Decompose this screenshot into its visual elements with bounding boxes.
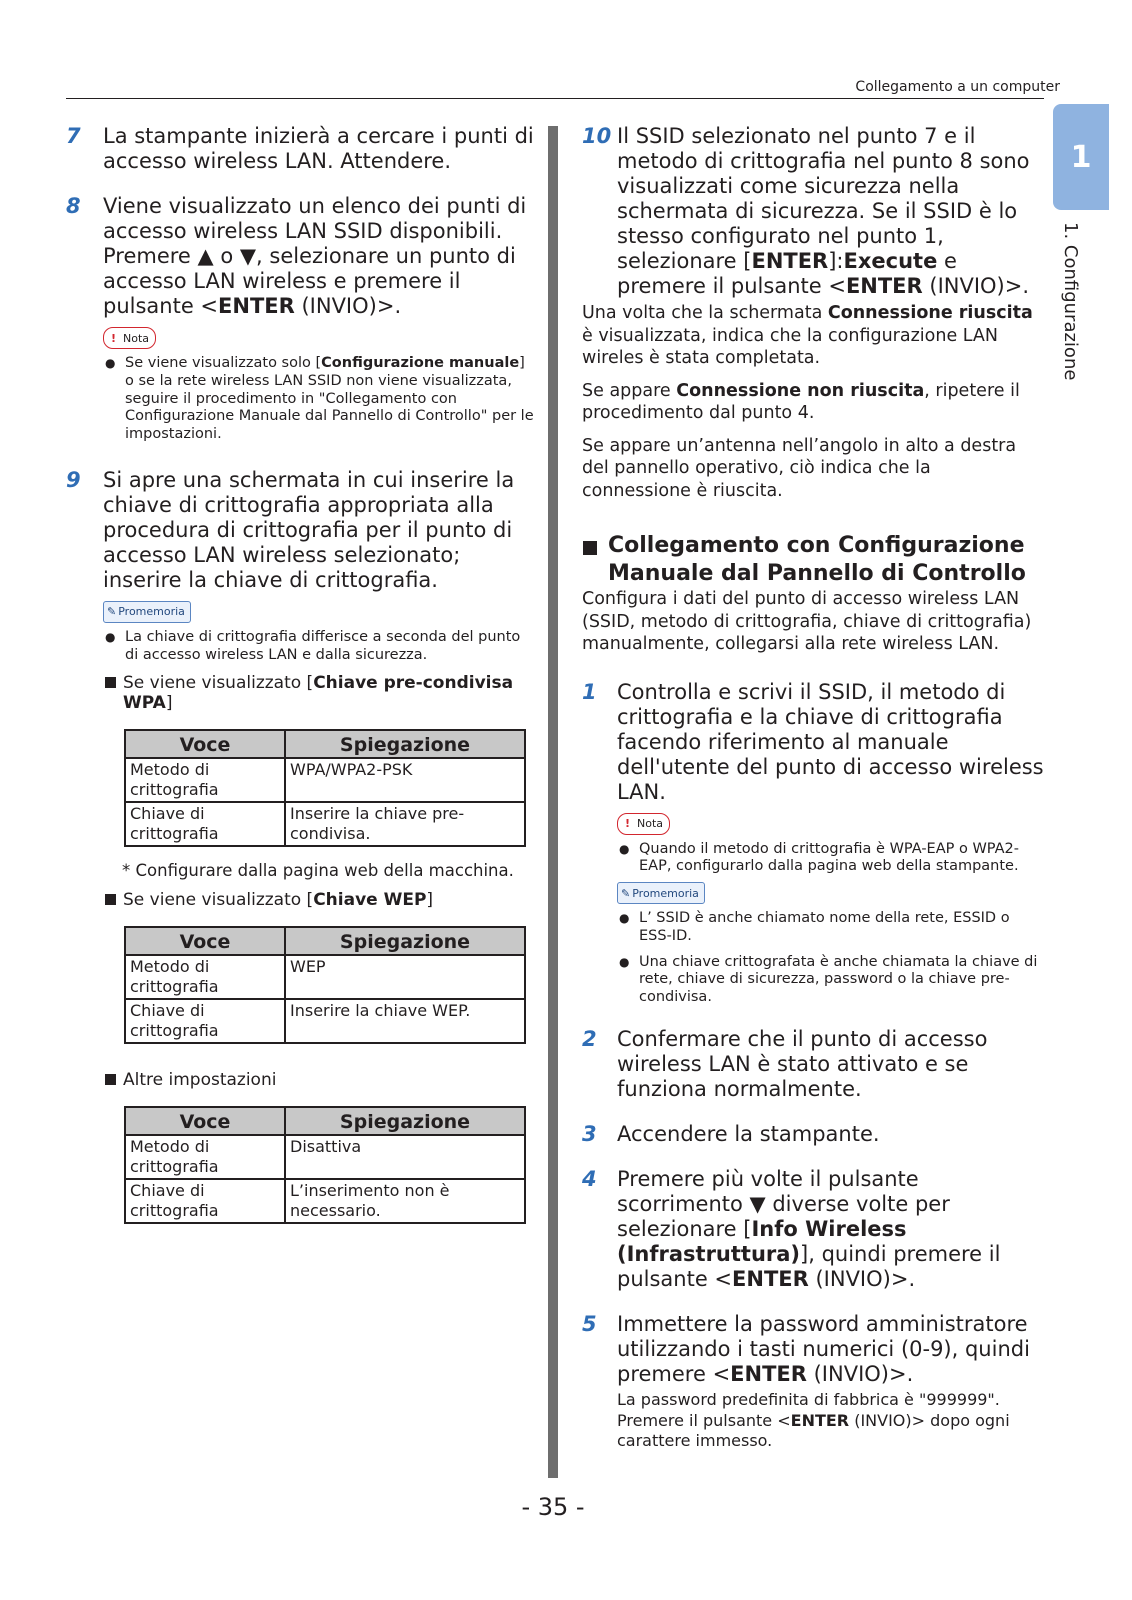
square-bullet-icon bbox=[105, 894, 116, 905]
column-header-voce: Voce bbox=[125, 730, 285, 758]
table-header-row bbox=[125, 927, 525, 955]
table-cell: Inserire la chiave WEP. bbox=[285, 999, 525, 1043]
table-cell: Chiave di crittografia bbox=[125, 999, 285, 1043]
column-divider bbox=[548, 126, 558, 1478]
footnote: * Configurare dalla pagina web della macchina. bbox=[122, 860, 514, 880]
step-5-detail: La password predefinita di fabbrica è "999999". Premere il pulsante <ENTER (INVIO)> dopo ogni carattere immesso. bbox=[617, 1390, 1010, 1451]
other-table bbox=[124, 1106, 526, 1224]
table-cell: Metodo di crittografia bbox=[125, 955, 285, 999]
table-cell: WEP bbox=[285, 955, 525, 999]
step-number: 2 bbox=[582, 1027, 597, 1052]
step-number: 5 bbox=[582, 1312, 597, 1337]
column-header-spiegazione: Spiegazione bbox=[285, 927, 525, 955]
step-number: 7 bbox=[66, 124, 81, 148]
section-intro: Configura i dati del punto di accesso wireless LAN (SSID, metodo di crittografia, chiave di crittografia) manualmente, collegarsi alla rete wireless LAN. bbox=[582, 589, 1032, 654]
table-header-row bbox=[125, 730, 525, 758]
table-cell: Metodo di crittografia bbox=[125, 1135, 285, 1179]
table-cell: Metodo di crittografia bbox=[125, 758, 285, 802]
nota-badge bbox=[103, 327, 156, 349]
page-header-title: Collegamento a un computer bbox=[855, 79, 1060, 95]
step-10: 10 Il SSID selezionato nel punto 7 e il metodo di crittografia nel punto 8 sono visualizzati come sicurezza nella schermata di sicurezza. Se il SSID è lo stesso configurato nel punto 1, selezionare [ENTER]:Execute e premere il pulsante <ENTER (INVIO)>. bbox=[582, 124, 1030, 298]
column-header-voce: Voce bbox=[125, 927, 285, 955]
step-3 bbox=[582, 1122, 1044, 1147]
wep-subheading: Se viene visualizzato [Chiave WEP] bbox=[103, 890, 536, 910]
pencil-icon: ✎ bbox=[621, 886, 631, 900]
step-text: Si apre una schermata in cui inserire la chiave di crittografia appropriata alla procedura di crittografia per il punto di accesso LAN wireless selezionato; inserire la chiave di crittografia. bbox=[103, 467, 515, 592]
down-arrow-icon: ▼ bbox=[749, 1192, 766, 1217]
section-heading: Collegamento con Configurazione Manuale dal Pannello di Controllo bbox=[582, 532, 1044, 588]
page-number: - 35 - bbox=[521, 1493, 585, 1521]
header-rule bbox=[66, 98, 1044, 99]
nota-label: Nota bbox=[123, 331, 150, 345]
up-arrow-icon: ▲ bbox=[197, 244, 214, 268]
table-row bbox=[125, 758, 525, 802]
table-row bbox=[125, 1135, 525, 1179]
note-bullet: ● Se viene visualizzato solo [Configurazione manuale] o se la rete wireless LAN SSID non viene visualizzata, seguire il procedimento in "Collegamento con Configurazione Manuale dal Pannello di Controllo" per le impostazioni. bbox=[103, 355, 536, 444]
wpa-table bbox=[124, 729, 526, 847]
other-subheading: Altre impostazioni bbox=[103, 1070, 536, 1090]
column-header-spiegazione: Spiegazione bbox=[285, 730, 525, 758]
memo-block bbox=[66, 593, 536, 665]
table-header-row bbox=[125, 1107, 525, 1135]
table-cell: Chiave di crittografia bbox=[125, 802, 285, 846]
promemoria-badge bbox=[617, 882, 705, 904]
table-cell: L’inserimento non è necessario. bbox=[285, 1179, 525, 1223]
table-row bbox=[125, 802, 525, 846]
chapter-tab[interactable]: 1 bbox=[1053, 104, 1109, 210]
memo-bullet: ● Una chiave crittografata è anche chiamata la chiave di rete, chiave di sicurezza, password o la chiave pre-condivisa. bbox=[617, 954, 1044, 1007]
step-1 bbox=[582, 680, 1044, 805]
memo-bullet: ● La chiave di crittografia differisce a seconda del punto di accesso wireless LAN e dalla sicurezza. bbox=[103, 629, 536, 665]
pencil-icon: ✎ bbox=[107, 605, 117, 619]
step-2 bbox=[582, 1027, 1044, 1102]
step-number: 1 bbox=[582, 679, 597, 704]
column-header-spiegazione: Spiegazione bbox=[285, 1107, 525, 1135]
promemoria-label: Promemoria bbox=[118, 605, 185, 619]
step-text: Controlla e scrivi il SSID, il metodo di crittografia e la chiave di crittografia facendo riferimento al manuale dell'utente del punto di accesso wireless LAN. bbox=[617, 679, 1044, 804]
step-5: 5 Immettere la password amministratore utilizzando i tasti numerici (0-9), quindi premere <ENTER (INVIO)>. bbox=[582, 1312, 1030, 1387]
step-number: 3 bbox=[582, 1122, 597, 1147]
memo-bullet: ● L’ SSID è anche chiamato nome della rete, ESSID o ESS-ID. bbox=[617, 910, 1044, 946]
table-cell: Disattiva bbox=[285, 1135, 525, 1179]
table-row bbox=[125, 999, 525, 1043]
paragraph-antenna: Se appare un’antenna nell’angolo in alto a destra del pannello operativo, ciò indica che la connessione è riuscita. bbox=[582, 435, 1017, 501]
down-arrow-icon: ▼ bbox=[239, 244, 257, 268]
nota-badge bbox=[617, 813, 670, 835]
square-bullet-icon bbox=[105, 677, 116, 688]
note-block bbox=[66, 319, 536, 444]
right-column bbox=[582, 124, 1044, 1452]
chapter-label: 1. Configurazione bbox=[1060, 222, 1081, 381]
wep-table bbox=[124, 926, 526, 1044]
step-8: 8 Viene visualizzato un elenco dei punti di accesso wireless LAN SSID disponibili. Premere ▲ o ▼, selezionare un punto di accesso LAN wireless e premere il pulsante <ENTER (INVIO)>. bbox=[66, 194, 527, 318]
step-7 bbox=[66, 124, 536, 174]
step-4: 4 Premere più volte il pulsante scorrimento ▼ diverse volte per selezionare [Info Wireless (Infrastruttura)], quindi premere il pulsante <ENTER (INVIO)>. bbox=[582, 1167, 1001, 1292]
note-block bbox=[582, 805, 1044, 1008]
paragraph-success: Una volta che la schermata Connessione riuscita è visualizzata, indica che la configurazione LAN wireles è stata completata. bbox=[582, 303, 1033, 368]
note-bullet: ● Quando il metodo di crittografia è WPA-EAP o WPA2-EAP, configurarlo dalla pagina web della stampante. bbox=[617, 841, 1044, 877]
step-number: 4 bbox=[582, 1167, 597, 1192]
left-column bbox=[66, 124, 536, 1224]
exclamation-icon: ! bbox=[110, 331, 117, 345]
table-cell: Chiave di crittografia bbox=[125, 1179, 285, 1223]
square-bullet-icon bbox=[583, 541, 597, 555]
table-row bbox=[125, 955, 525, 999]
exclamation-icon: ! bbox=[624, 817, 631, 830]
nota-label: Nota bbox=[637, 817, 664, 830]
square-bullet-icon bbox=[105, 1074, 116, 1085]
table-cell: WPA/WPA2-PSK bbox=[285, 758, 525, 802]
column-header-voce: Voce bbox=[125, 1107, 285, 1135]
paragraph-failure: Se appare Connessione non riuscita, ripetere il procedimento dal punto 4. bbox=[582, 380, 1020, 423]
step-text: La stampante inizierà a cercare i punti di accesso wireless LAN. Attendere. bbox=[103, 124, 534, 173]
step-text: Confermare che il punto di accesso wireless LAN è stato attivato e se funziona normalmente. bbox=[617, 1027, 988, 1102]
wpa-subheading: Se viene visualizzato [Chiave pre-condivisa WPA] bbox=[103, 673, 536, 713]
promemoria-badge bbox=[103, 601, 191, 623]
step-9 bbox=[66, 468, 536, 593]
step-text: Accendere la stampante. bbox=[617, 1122, 880, 1147]
promemoria-label: Promemoria bbox=[632, 886, 699, 900]
step-number: 8 bbox=[66, 194, 81, 218]
table-row bbox=[125, 1179, 525, 1223]
table-cell: Inserire la chiave pre-condivisa. bbox=[285, 802, 525, 846]
step-number: 10 bbox=[582, 124, 612, 148]
step-number: 9 bbox=[66, 467, 81, 492]
